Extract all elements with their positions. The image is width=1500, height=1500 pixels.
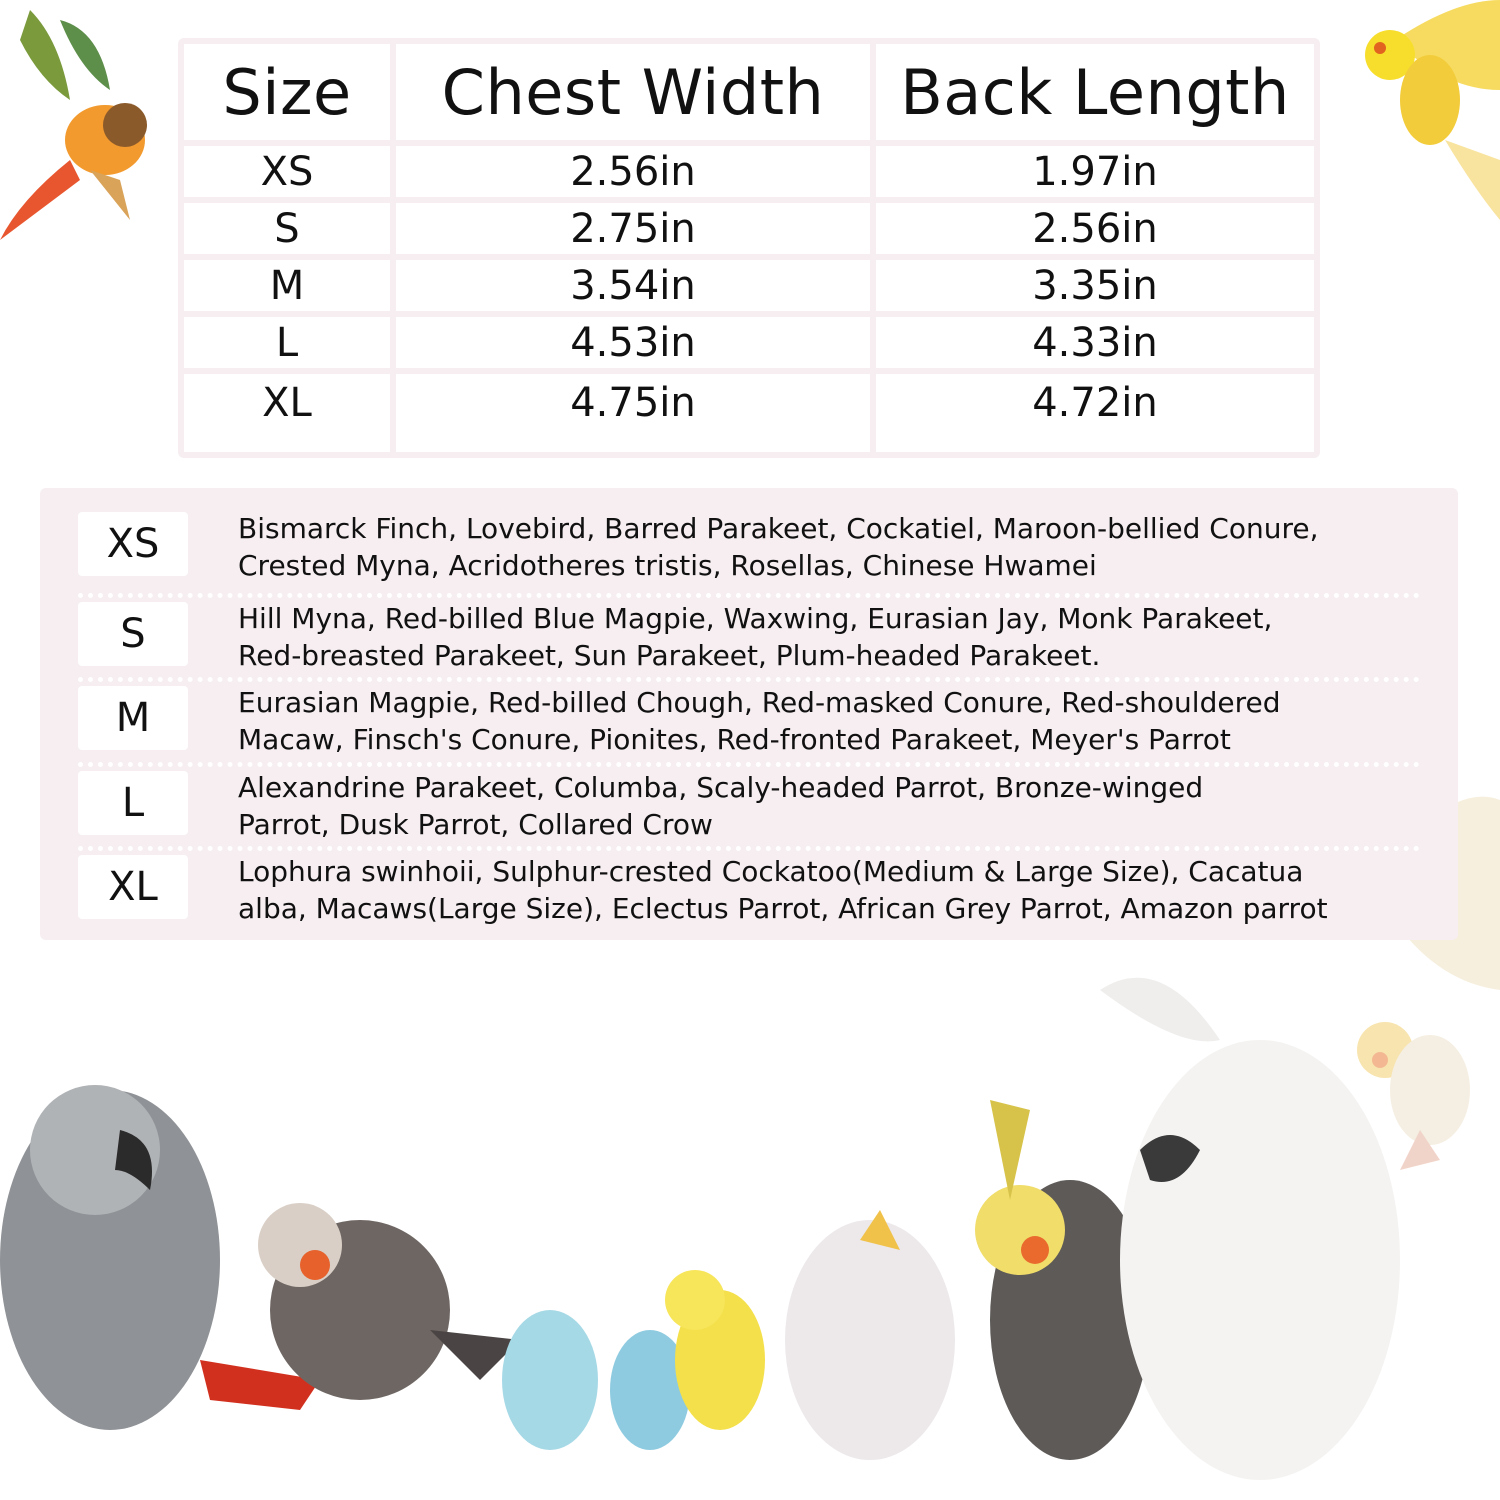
cell-chest-width: 2.56in — [396, 146, 870, 197]
cell-size: XS — [184, 146, 390, 197]
species-row-m — [78, 677, 1420, 762]
cell-chest-width: 4.75in — [396, 374, 870, 452]
cell-size: M — [184, 260, 390, 311]
cell-back-length: 4.72in — [876, 374, 1314, 452]
table-header-row — [184, 44, 1314, 140]
table-row — [184, 203, 1314, 254]
table-row — [184, 146, 1314, 197]
table-row — [184, 317, 1314, 368]
species-list: Eurasian Magpie, Red-billed Chough, Red-masked Conure, Red-shouldered Macaw, Finsch's Conure, Pionites, Red-fronted Parakeet, Meyer's Parrot — [238, 686, 1281, 756]
conure-flying-illustration — [0, 0, 170, 260]
size-badge: M — [78, 686, 188, 750]
size-badge: S — [78, 602, 188, 666]
species-row-s — [78, 593, 1420, 678]
table-row — [184, 260, 1314, 311]
cell-chest-width: 2.75in — [396, 203, 870, 254]
species-row-xs — [78, 508, 1420, 593]
header-size: Size — [184, 44, 390, 140]
cell-back-length: 4.33in — [876, 317, 1314, 368]
size-badge: XS — [78, 512, 188, 576]
species-list: Hill Myna, Red-billed Blue Magpie, Waxwing, Eurasian Jay, Monk Parakeet, Red-breasted Parakeet, Sun Parakeet, Plum-headed Parakeet. — [238, 601, 1273, 672]
table-row — [184, 374, 1314, 452]
cell-back-length: 2.56in — [876, 203, 1314, 254]
header-back-length: Back Length — [876, 44, 1314, 140]
size-badge: XL — [78, 855, 188, 919]
cell-back-length: 1.97in — [876, 146, 1314, 197]
species-size-guide — [40, 488, 1458, 940]
species-list: Bismarck Finch, Lovebird, Barred Parakeet, Cockatiel, Maroon-bellied Conure, Crested Myna, Acridotheres tristis, Rosellas, Chinese Hwamei — [238, 512, 1319, 582]
species-row-xl — [78, 846, 1420, 931]
cell-chest-width: 3.54in — [396, 260, 870, 311]
species-row-l — [78, 762, 1420, 847]
species-list: Lophura swinhoii, Sulphur-crested Cockatoo(Medium & Large Size), Cacatua alba, Macaws(Large Size), Eclectus Parrot, African Grey Parrot, Amazon parrot — [238, 855, 1328, 925]
cell-size: L — [184, 317, 390, 368]
cell-chest-width: 4.53in — [396, 317, 870, 368]
size-badge: L — [78, 771, 188, 835]
cell-back-length: 3.35in — [876, 260, 1314, 311]
size-chart-table — [178, 38, 1320, 458]
header-chest-width: Chest Width — [396, 44, 870, 140]
yellow-parakeet-flying-illustration — [1335, 0, 1500, 230]
species-list: Alexandrine Parakeet, Columba, Scaly-headed Parrot, Bronze-winged Parrot, Dusk Parrot, Collared Crow — [238, 770, 1204, 841]
cell-size: S — [184, 203, 390, 254]
cell-size: XL — [184, 374, 390, 452]
parrot-group-illustration — [0, 960, 1500, 1500]
